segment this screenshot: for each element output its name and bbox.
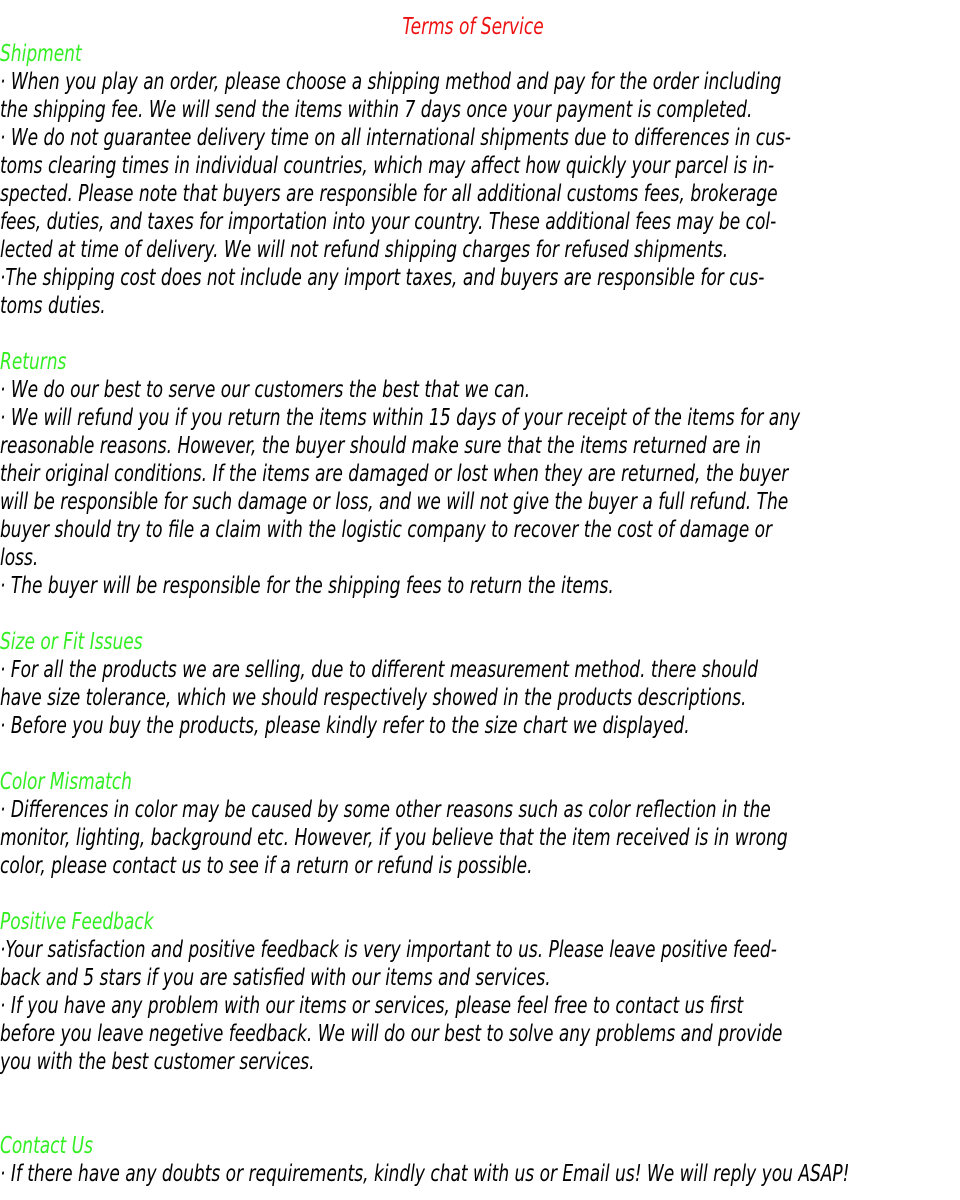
section-line: · We will refund you if you return the items within 15 days of your receipt of the items for any: [0, 405, 801, 431]
section-line: have size tolerance, which we should respectively showed in the products descriptions.: [0, 685, 747, 711]
section-line: spected. Please note that buyers are responsible for all additional customs fees, brokerage: [0, 181, 778, 207]
section-line: · We do not guarantee delivery time on all international shipments due to differences in cus-: [0, 125, 791, 151]
section-line: monitor, lighting, background etc. However, if you believe that the item received is in wrong: [0, 825, 788, 851]
section-line: loss.: [0, 545, 39, 571]
section-line: · We do our best to serve our customers the best that we can.: [0, 377, 531, 403]
section-line: color, please contact us to see if a return or refund is possible.: [0, 853, 533, 879]
section-line: the shipping fee. We will send the items within 7 days once your payment is completed.: [0, 97, 753, 123]
section-heading: Contact Us: [0, 1133, 93, 1159]
section-line: you with the best customer services.: [0, 1049, 315, 1075]
section-line: ·The shipping cost does not include any import taxes, and buyers are responsible for cus-: [0, 265, 765, 291]
section-line: will be responsible for such damage or loss, and we will not give the buyer a full refund. The: [0, 489, 789, 515]
section-line: back and 5 stars if you are satisfied with our items and services.: [0, 965, 551, 991]
section-line: · The buyer will be responsible for the shipping fees to return the items.: [0, 573, 614, 599]
section-line: · When you play an order, please choose a shipping method and pay for the order including: [0, 69, 782, 95]
section-line: lected at time of delivery. We will not refund shipping charges for refused shipments.: [0, 237, 729, 263]
section-heading: Color Mismatch: [0, 769, 132, 795]
section-line: ·Your satisfaction and positive feedback is very important to us. Please leave positive feed-: [0, 937, 777, 963]
section-line: · Differences in color may be caused by some other reasons such as color reflection in the: [0, 797, 771, 823]
section-line: · If there have any doubts or requirements, kindly chat with us or Email us! We will reply you ASAP!: [0, 1161, 850, 1187]
section-heading: Returns: [0, 349, 67, 375]
section-line: before you leave negetive feedback. We will do our best to solve any problems and provide: [0, 1021, 783, 1047]
section-heading: Positive Feedback: [0, 909, 154, 935]
section-line: buyer should try to file a claim with the logistic company to recover the cost of damage or: [0, 517, 773, 543]
section-line: · For all the products we are selling, due to different measurement method. there should: [0, 657, 759, 683]
section-line: toms duties.: [0, 293, 106, 319]
section-line: their original conditions. If the items are damaged or lost when they are returned, the buyer: [0, 461, 789, 487]
section-line: · If you have any problem with our items or services, please feel free to contact us first: [0, 993, 744, 1019]
section-heading: Shipment: [0, 41, 82, 67]
section-line: toms clearing times in individual countries, which may affect how quickly your parcel is in-: [0, 153, 775, 179]
section-line: reasonable reasons. However, the buyer should make sure that the items returned are in: [0, 433, 762, 459]
section-line: · Before you buy the products, please kindly refer to the size chart we displayed.: [0, 713, 690, 739]
section-heading: Size or Fit Issues: [0, 629, 143, 655]
page-title: Terms of Service: [402, 14, 544, 40]
section-line: fees, duties, and taxes for importation into your country. These additional fees may be col-: [0, 209, 777, 235]
